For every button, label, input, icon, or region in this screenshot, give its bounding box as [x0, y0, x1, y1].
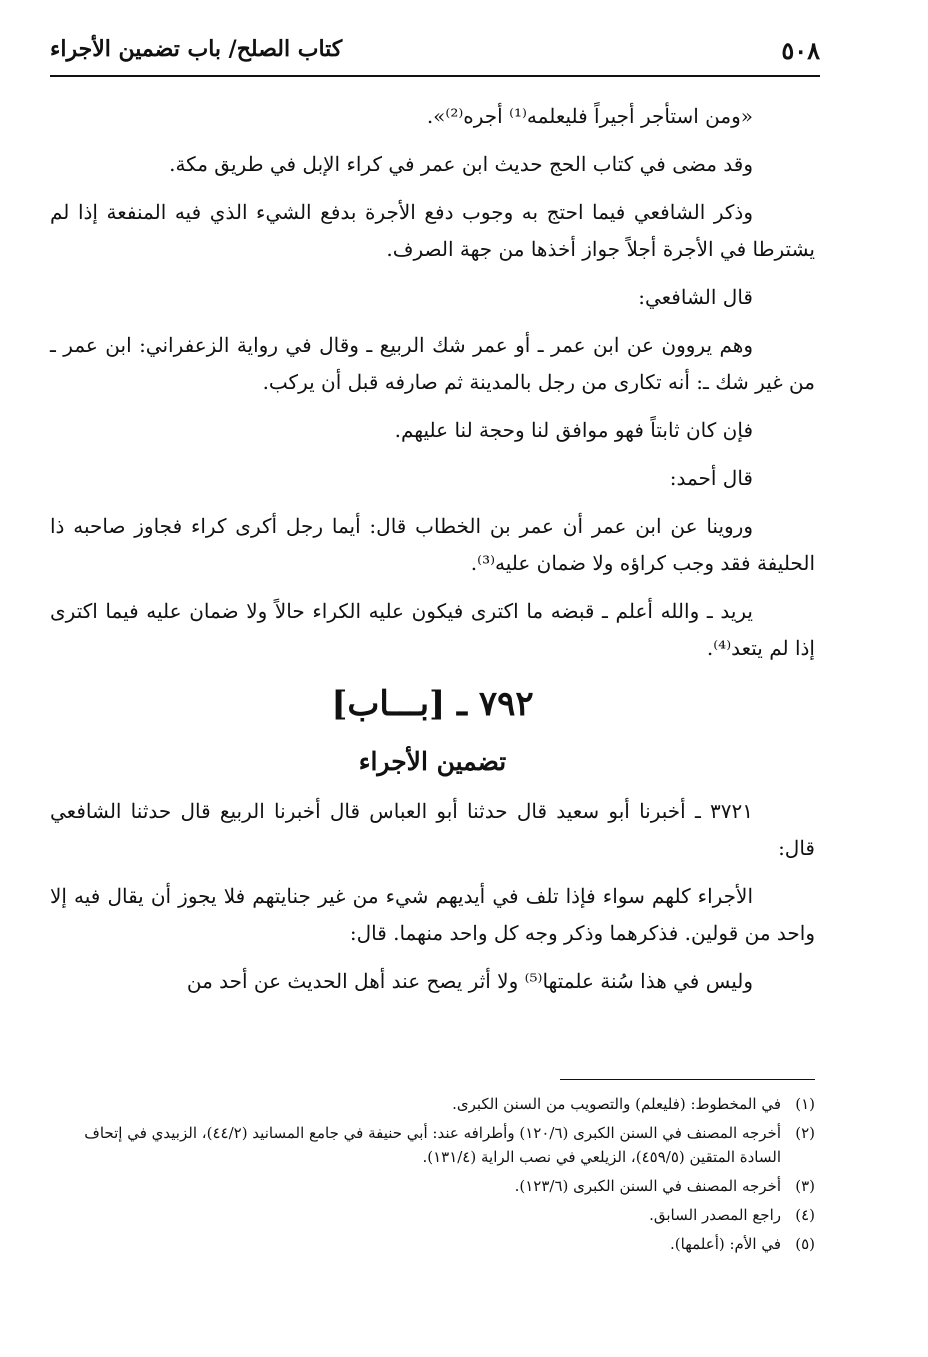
- footnote: [55, 1232, 815, 1256]
- footnote-text: في الأم: (أعلمها).: [670, 1235, 781, 1253]
- paragraph: وروينا عن ابن عمر أن عمر بن الخطاب قال: أيما رجل أكرى كراء فجاوز صاحبه ذا الحليفة فقد وجب كراؤه ولا ضمان عليه⁽³⁾.: [50, 514, 815, 575]
- footnote: [55, 1203, 815, 1227]
- paragraph: الأجراء كلهم سواء فإذا تلف في أيديهم شيء من غير جنايتهم فلا يجوز أن يقال فيه إلا واحد من قولين. فذكرهما وذكر وجه كل واحد منهما. قال:: [50, 884, 815, 945]
- paragraph: قال أحمد:: [669, 466, 753, 490]
- page-header: [50, 30, 820, 70]
- page-number: ٥٠٨: [781, 36, 820, 65]
- paragraph: قال الشافعي:: [638, 285, 753, 309]
- footnote-text: أخرجه المصنف في السنن الكبرى (١٢٠/٦) وأطرافه عند: أبي حنيفة في جامع المسانيد (٤٤/٢)، الزبيدي في إتحاف السادة المتقين (٤٥٩/٥)، الزيلعي في نصب الراية (١٣١/٤).: [84, 1124, 781, 1166]
- paragraph: يريد ـ والله أعلم ـ قبضه ما اكترى فيكون عليه الكراء حالاً ولا ضمان عليه فيما اكترى إذا لم يتعد⁽⁴⁾.: [50, 599, 815, 660]
- footnote-text: راجع المصدر السابق.: [649, 1206, 781, 1224]
- chapter-number: ٧٩٢ ـ [بـــاب]: [331, 684, 534, 724]
- paragraph: وليس في هذا سُنة علمتها⁽⁵⁾ ولا أثر يصح عند أهل الحديث عن أحد من: [186, 969, 753, 993]
- paragraph: وذكر الشافعي فيما احتج به وجوب دفع الأجرة بدفع الشيء الذي فيه المنفعة إذا لم يشترطا في الأجرة أجلاً جواز أخذها من جهة الصرف.: [50, 200, 815, 261]
- footnote-number: (٢): [795, 1124, 815, 1142]
- footnote: [55, 1174, 815, 1198]
- paragraph: «ومن استأجر أجيراً فليعلمه⁽¹⁾ أجره⁽²⁾».: [426, 104, 753, 128]
- header-divider: [50, 75, 820, 77]
- footnotes: [55, 1092, 815, 1261]
- footnote-text: أخرجه المصنف في السنن الكبرى (١٢٣/٦).: [514, 1177, 781, 1195]
- main-text: [50, 98, 815, 1011]
- footnote-text: في المخطوط: (فليعلم) والتصويب من السنن الكبرى.: [452, 1095, 781, 1113]
- footnote: [55, 1092, 815, 1116]
- running-title: كتاب الصلح/ باب تضمين الأجراء: [50, 36, 343, 62]
- chapter-title: تضمين الأجراء: [358, 747, 507, 776]
- footnote-number: (٥): [795, 1235, 815, 1253]
- footnote-number: (١): [795, 1095, 815, 1113]
- paragraph: وقد مضى في كتاب الحج حديث ابن عمر في كراء الإبل في طريق مكة.: [169, 152, 753, 176]
- footnote-number: (٣): [795, 1177, 815, 1195]
- paragraph: ٣٧٢١ ـ أخبرنا أبو سعيد قال حدثنا أبو العباس قال أخبرنا الربيع قال حدثنا الشافعي قال:: [50, 799, 815, 860]
- paragraph: وهم يروون عن ابن عمر ـ أو عمر شك الربيع ـ وقال في رواية الزعفراني: ابن عمر ـ من غير شك ـ: أنه تكارى من رجل بالمدينة ثم صارفه قبل أن يركب.: [50, 333, 815, 394]
- footnote-number: (٤): [795, 1206, 815, 1224]
- footnote: [55, 1121, 815, 1169]
- paragraph: فإن كان ثابتاً فهو موافق لنا وحجة لنا عليهم.: [394, 418, 753, 442]
- footnote-divider: [560, 1079, 815, 1080]
